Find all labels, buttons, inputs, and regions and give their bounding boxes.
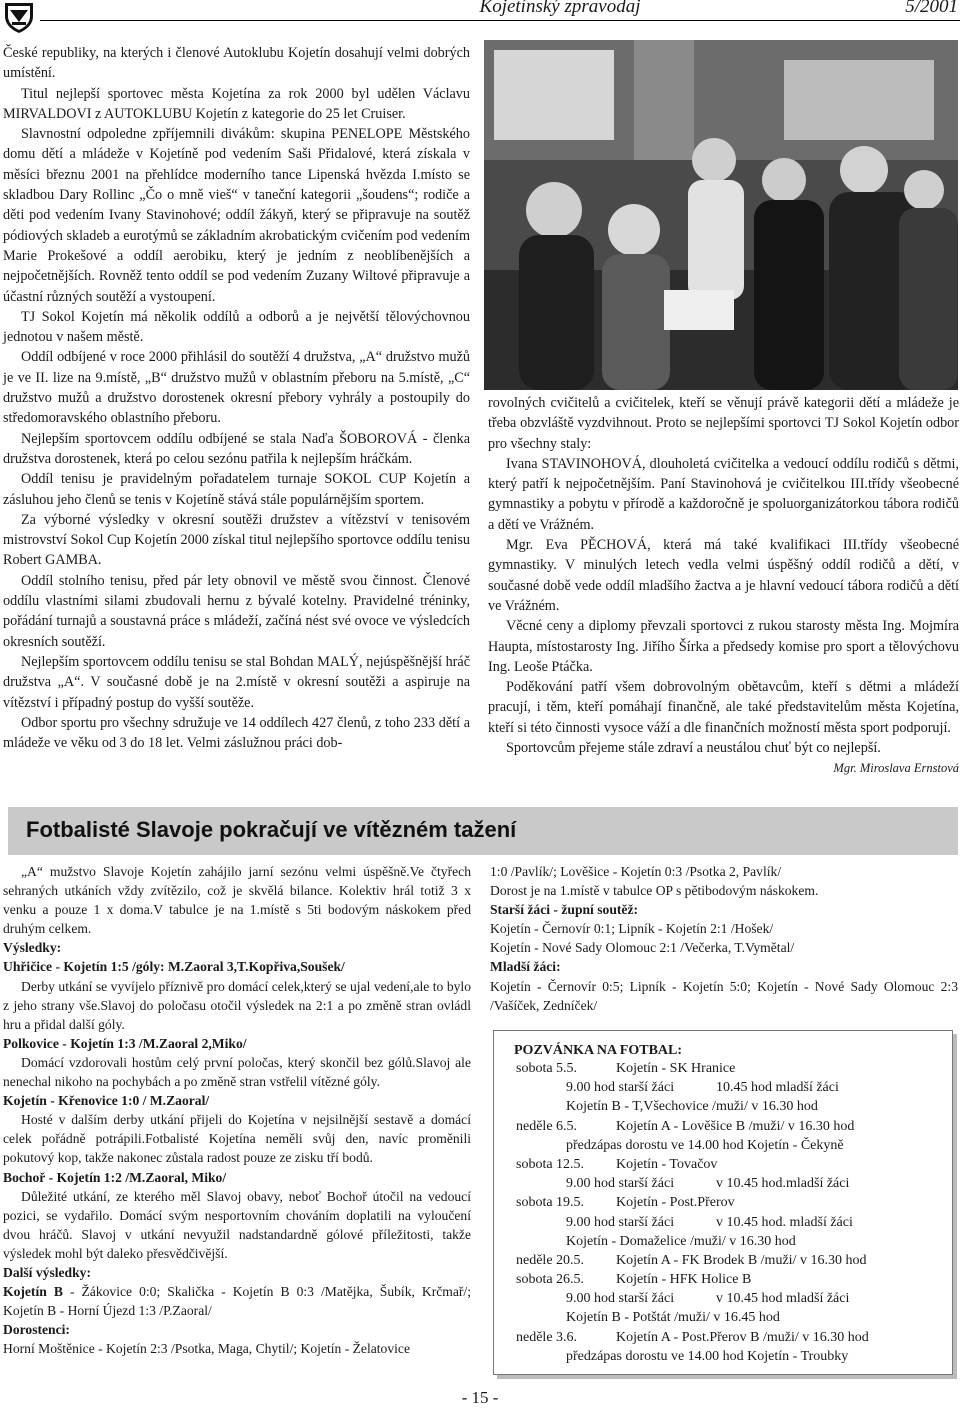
paragraph: Domácí vzdorovali hostům celý první poločas, který skončil bez gólů.Slavoj ale nenechal nikoho na pochybách a po změně stran vstřelil vítězné góly.	[3, 1054, 471, 1090]
schedule-row	[516, 1119, 946, 1138]
schedule-match: Kojetín - SK Hranice	[616, 1061, 736, 1076]
schedule-row	[516, 1310, 946, 1329]
schedule-row	[516, 1349, 946, 1368]
schedule-match-second: v 10.45 hod mladší žáci	[716, 1291, 850, 1307]
schedule-row	[516, 1253, 946, 1272]
paragraph: Kojetín - Nové Sady Olomouc 2:1 /Večerka, T.Vymětal/	[490, 940, 795, 956]
paragraph: Uhřičice - Kojetín 1:5 /góly: M.Zaoral 3,T.Kopřiva,Soušek/	[3, 959, 345, 975]
paragraph: 1:0 /Pavlík/; Lověšice - Kojetín 0:3 /Psotka 2, Pavlík/	[490, 864, 782, 879]
schedule-row	[516, 1099, 946, 1118]
schedule-row	[516, 1330, 946, 1349]
article1-left-column	[3, 43, 470, 753]
schedule-row	[516, 1195, 946, 1214]
paragraph: Poděkování patří všem dobrovolným obětavcům, kteří s dětmi a mládeží pracují, i těm, kteří pomáhají finančně, ale také představitelům města Kojetína, kteří si této činnosti vysoce váží a dle finančních možností města sport podporují.	[488, 679, 959, 736]
paragraph: Hosté v dalším derby utkání přijeli do Kojetína v nejsilnější sestavě a domácí celek pořádně potrápili.Fotbalisté Kojetína neměli svůj den, navíc proměnili pokutový kop, takže nakonec zůstala radost pouze ze zisku tří bodů.	[3, 1112, 471, 1166]
schedule-row	[516, 1080, 946, 1099]
issue-number: 5/2001	[899, 0, 958, 18]
article1-right-column	[488, 393, 959, 779]
town-crest-logo-icon	[2, 0, 36, 34]
schedule-match: Kojetín A - Lověšice B /muži/ v 16.30 hod	[616, 1118, 855, 1134]
paragraph: Titul nejlepší sportovec města Kojetína za rok 2000 byl udělen Václavu MIRVALDOVI z AUTOKLUBU Kojetín z kategorie do 25 let Cruiser.	[3, 85, 470, 122]
schedule-row	[516, 1157, 946, 1176]
page-number: - 15 -	[461, 1388, 499, 1407]
paragraph: TJ Sokol Kojetín má několik oddílů a odborů a je největší tělovýchovnou jednotou v našem městě.	[3, 308, 470, 346]
schedule-match-second: v 10.45 hod.mladší žáci	[716, 1176, 850, 1192]
paragraph: Oddíl odbíjené v roce 2000 přihlásil do soutěží 4 družstva, „A“ družstvo mužů je ve II. lize na 9.místě, „B“ družstvo mužů v oblastním přeboru na 5.místě, „C“ družstvo mužů a družstvo dorostenek okresní přebory vyhrály a postoupily do středomoravského oblastního přeboru.	[3, 349, 470, 427]
paragraph: České republiky, na kterých i členové Autoklubu Kojetín dosahují velmi dobrých umístění.	[3, 45, 470, 82]
paragraph: Mgr. Eva PĚCHOVÁ, která má také kvalifikaci III.třídy všeobecné gymnastiky. V minulých letech vedla velmi úspěšný oddíl rodičů a dětí, v současné době vede oddíl mladšího žactva a je hlavní vedoucí tábora rodičů a dětí ve Vrážném.	[488, 537, 959, 614]
paragraph: Horní Moštěnice - Kojetín 2:3 /Psotka, Maga, Chytil/; Kojetín - Želatovice	[3, 1341, 410, 1357]
magazine-title: Kojetínský zpravodaj	[470, 0, 650, 18]
schedule-match-second: 10.45 hod mladší žáci	[716, 1080, 839, 1096]
schedule-row	[516, 1061, 946, 1080]
paragraph: Starší žáci - župní soutěž:	[490, 902, 639, 918]
schedule-match: Kojetín A - Post.Přerov B /muži/ v 16.30 hod	[616, 1329, 869, 1345]
paragraph: Odbor sportu pro všechny sdružuje ve 14 oddílech 427 členů, z toho 233 dětí a mládeže ve věku od 3 do 18 let. Velmi záslužnou práci dob-	[3, 714, 470, 752]
paragraph: Sportovcům přejeme stále zdraví a neustálou chuť být co nejlepší.	[506, 740, 881, 757]
paragraph: Věcné ceny a diplomy převzali sportovci z rukou starosty města Ing. Mojmíra Haupta, místostarosty Ing. Jiřího Šírka a předsedy komise pro sport a tělovýchovu Ing. Leoše Ptáčka.	[488, 618, 959, 675]
schedule-match: Kojetín B - Potštát /muži/ v 16.45 hod	[566, 1310, 780, 1326]
schedule-row	[516, 1234, 946, 1253]
schedule-match: Kojetín - Post.Přerov	[616, 1195, 735, 1211]
article2-title-banner	[8, 807, 958, 855]
article2-title: Fotbalisté Slavoje pokračují ve vítězném tažení	[26, 817, 517, 842]
paragraph: Nejlepším sportovcem oddílu tenisu se stal Bohdan MALÝ, nejúspěšnější hráč družstva „A“. V současné době je na 2.místě v okresní soutěži a aspiruje na vítězství i případný postup do vyšší soutěže.	[3, 653, 470, 711]
paragraph: Derby utkání se vyvíjelo příznivě pro domácí celek,který se ujal vedení,ale to bylo z jeho strany vše.Slavoj do poločasu otočil výsledek na 2:1 a po změně stran ovládl hru a přidal další góly.	[3, 978, 471, 1032]
paragraph: Ivana STAVINOHOVÁ, dlouholetá cvičitelka a vedoucí oddílu rodičů s dětmi, který patří k nejpočetnějším. Paní Stavinohová je cvičitelkou III.třídy všeobecné gymnastiky a pobytu v přírodě a každoročně je spoluorganizátorkou tábora rodičů a dětí ve Vrážném.	[488, 455, 959, 533]
schedule-match: Kojetín - Domaželice /muži/ v 16.30 hod	[566, 1233, 796, 1249]
invitation-schedule	[516, 1061, 946, 1368]
header-rule	[40, 20, 960, 21]
paragraph: Dorostenci:	[3, 1322, 70, 1338]
paragraph-lead: Kojetín B	[3, 1284, 63, 1300]
schedule-day: sobota 19.5.	[516, 1195, 585, 1211]
schedule-match: 9.00 hod starší žáci	[566, 1291, 675, 1307]
schedule-match: předzápas dorostu ve 14.00 hod Kojetín - Čekyně	[566, 1137, 844, 1153]
schedule-day: sobota 12.5.	[516, 1156, 585, 1172]
paragraph: Kojetín - Černovír 0:5; Lipník - Kojetín 5:0; Kojetín - Nové Sady Olomouc 2:3 /Vašíček, Zedníček/	[490, 978, 958, 1013]
paragraph: „A“ mužstvo Slavoje Kojetín zahájilo jarní sezónu velmi úspěšně.Ve čtyřech sehraných utkáních vždy zvítězilo, což je skvělá bilance. Kolektiv hrál totiž 3 x venku a pouze 1 x doma.V tabulce je na 1.místě s 5ti bodovým náskokem před druhým celkem.	[3, 864, 471, 937]
paragraph: Dorost je na 1.místě v tabulce OP s pětibodovým náskokem.	[490, 883, 819, 899]
schedule-match: Kojetín A - FK Brodek B /muži/ v 16.30 hod	[616, 1252, 867, 1268]
schedule-match: 9.00 hod starší žáci	[566, 1080, 675, 1096]
article2-left-column	[3, 862, 471, 1358]
paragraph	[3, 1282, 471, 1320]
schedule-match: předzápas dorostu ve 14.00 hod Kojetín - Troubky	[566, 1348, 849, 1364]
schedule-row	[516, 1291, 946, 1310]
paragraph: Oddíl tenisu je pravidelným pořadatelem turnaje SOKOL CUP Kojetín a zásluhou jeho členů se tenis v Kojetíně stává stále populárnějším sportem.	[3, 471, 470, 508]
schedule-match: 9.00 hod starší žáci	[566, 1214, 675, 1230]
paragraph: Výsledky:	[3, 940, 62, 956]
schedule-match: 9.00 hod starší žáci	[566, 1176, 675, 1192]
schedule-day: sobota 26.5.	[516, 1272, 585, 1288]
paragraph: rovolných cvičitelů a cvičitelek, kteří se věnují právě kategorii dětí a mládeže je třeba obzvláště vyzdvihnout. Proto se nejlepšími sportovci TJ Sokol Kojetín odbor pro všechny staly:	[488, 395, 959, 452]
paragraph: Nejlepším sportovcem oddílu odbíjené se stala Naďa ŠOBOROVÁ - členka družstva dorostenek, která po celou sezónu patřila k nejlepším hráčkám.	[3, 430, 470, 467]
schedule-day: neděle 20.5.	[516, 1252, 585, 1268]
paragraph: Polkovice - Kojetín 1:3 /M.Zaoral 2,Miko/	[3, 1035, 247, 1051]
schedule-match-second: v 10.45 hod. mladší žáci	[716, 1214, 853, 1230]
schedule-day: sobota 5.5.	[516, 1061, 578, 1076]
schedule-match: Kojetín - Tovačov	[616, 1156, 718, 1172]
author-signature: Mgr. Miroslava Ernstová	[833, 761, 959, 776]
paragraph: Mladší žáci:	[490, 959, 561, 975]
paragraph: Slavnostní odpoledne zpříjemnili divákům: skupina PENELOPE Městského domu dětí a mládeže v Kojetíně pod vedením Saši Přidalové, která získala v měsíci březnu 2001 na přehlídce moderního tance Lipenská hvězda I.místo se skladbou Dary Rollinc „Čo o mně vieš“ v taneční kategorii „šoudens“; rodiče a děti pod vedením Ivany Stavinohové; oddíl žákyň, který se připravuje na soutěž pódiových skladeb a eurotýmů se základním akrobatickým cvičením pod vedením Marie Prokešové a oddíl aerobiku, který je jedním z neoblíbenějších a nejpočetnějších. Rovněž tento oddíl se pod vedením Zuzany Wiltové připravuje a účastní různých soutěží a vystoupení.	[3, 126, 470, 305]
football-invitation-box	[493, 1030, 953, 1375]
schedule-match: Kojetín B - T,Všechovice /muži/ v 16.30 hod	[566, 1099, 818, 1115]
award-ceremony-photo	[484, 40, 958, 390]
schedule-row	[516, 1138, 946, 1157]
paragraph: Kojetín - Černovír 0:1; Lipník - Kojetín 2:1 /Hošek/	[490, 921, 774, 937]
schedule-day: neděle 6.5.	[516, 1118, 578, 1134]
page-header	[0, 0, 960, 30]
paragraph: Oddíl stolního tenisu, před pár lety obnovil ve městě svou činnost. Členové oddílu vlastními silami zbudovali hernu z bývalé kotelny. Pravidelné tréninky, pořádání turnajů a soustavná práce s mládeží, začíná nést své ovoce ve výsledcích okresních soutěží.	[3, 572, 470, 650]
paragraph: Kojetín - Křenovice 1:0 / M.Zaoral/	[3, 1093, 210, 1109]
schedule-row	[516, 1272, 946, 1291]
paragraph-text: - Žákovice 0:0; Skalička - Kojetín B 0:3 /Matějka, Šubík, Krčmař/; Kojetín B - Horní Újezd 1:3 /P.Zaoral/	[3, 1284, 471, 1319]
schedule-day: neděle 3.6.	[516, 1329, 578, 1345]
schedule-row	[516, 1176, 946, 1195]
paragraph: Další výsledky:	[3, 1264, 91, 1280]
schedule-match: Kojetín - HFK Holice B	[616, 1272, 752, 1288]
article2-right-column	[490, 862, 958, 1015]
paragraph: Důležité utkání, ze kterého měl Slavoj obavy, neboť Bochoř útočil na vedoucí pozici, se vydařilo. Domácí svým nesportovním chováním doplatili na vyloučení dvou hráčů. Slavoj v utkání nevyužil nadstandardně gólové příležitosti, takže výsledek mohl být daleko přesvědčivější.	[3, 1188, 471, 1261]
schedule-row	[516, 1215, 946, 1234]
invitation-title: POZVÁNKA NA FOTBAL:	[514, 1043, 683, 1058]
paragraph: Za výborné výsledky v okresní soutěži družstev a vítězství v tenisovém mistrovství Sokol Cup Kojetín 2000 získal titul nejlepšího sportovce oddílu tenisu Robert GAMBA.	[3, 511, 470, 569]
paragraph: Bochoř - Kojetín 1:2 /M.Zaoral, Miko/	[3, 1169, 227, 1185]
